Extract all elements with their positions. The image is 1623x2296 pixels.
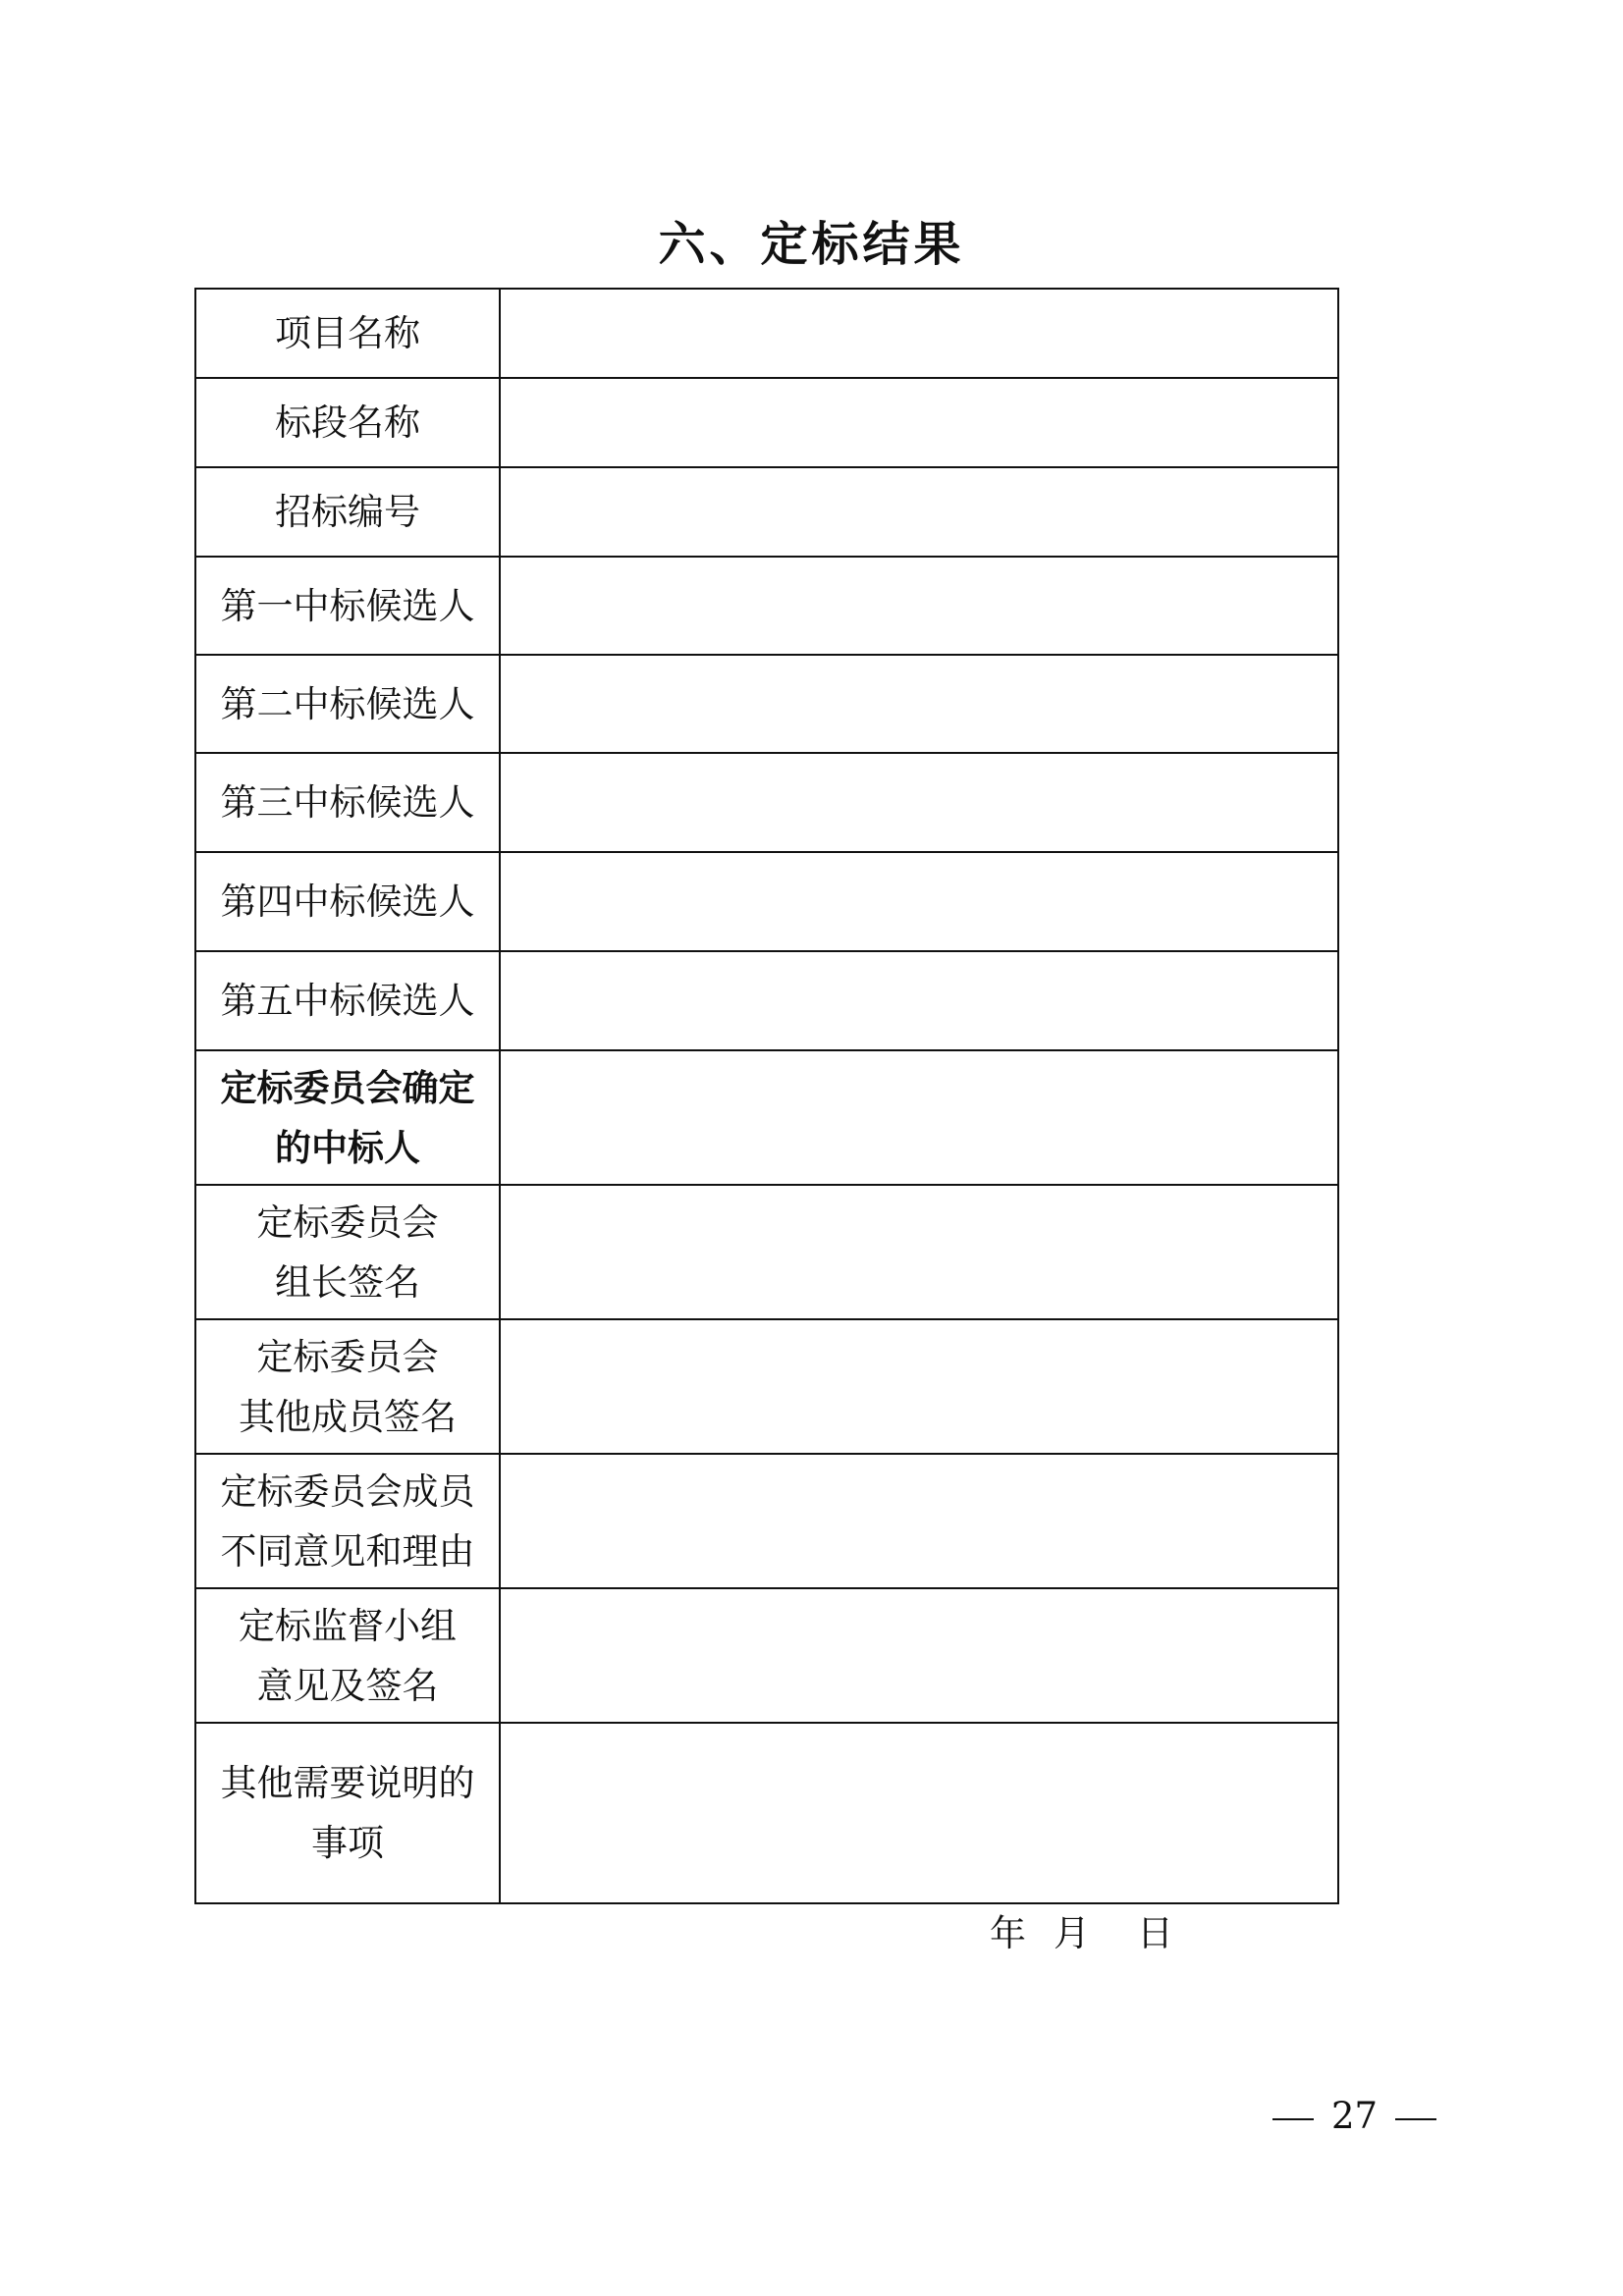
table-row (195, 1185, 1338, 1319)
page-title: 六、定标结果 (658, 217, 965, 272)
row-value-tender-number[interactable] (500, 467, 1338, 557)
row-value-supervision-opinion[interactable] (500, 1588, 1338, 1723)
label-line: 第四中标候选人 (220, 881, 475, 923)
row-label-candidate-1 (195, 557, 500, 655)
label-line: 定标委员会确定 (220, 1066, 475, 1109)
page-number (1272, 2092, 1436, 2141)
label-line: 第三中标候选人 (220, 781, 475, 824)
label-line: 其他需要说明的 (220, 1762, 475, 1804)
page-number-dash-left (1272, 2118, 1314, 2120)
label-line: 的中标人 (275, 1126, 420, 1169)
row-value-leader-signature[interactable] (500, 1185, 1338, 1319)
row-value-project-name[interactable] (500, 289, 1338, 378)
row-label-section-name (195, 378, 500, 467)
label-line: 第一中标候选人 (220, 584, 475, 627)
row-value-candidate-2[interactable] (500, 655, 1338, 753)
table-row (195, 467, 1338, 557)
date-day-label: 日 (1137, 1912, 1173, 1954)
row-value-winning-bidder[interactable] (500, 1050, 1338, 1185)
table-row (195, 655, 1338, 753)
table-row (195, 289, 1338, 378)
table-row (195, 852, 1338, 951)
row-label-winning-bidder (195, 1050, 500, 1185)
row-label-dissenting-opinions (195, 1454, 500, 1588)
table-row (195, 557, 1338, 655)
row-label-candidate-3 (195, 753, 500, 852)
row-value-section-name[interactable] (500, 378, 1338, 467)
page-number-value: 27 (1331, 2095, 1379, 2137)
row-label-supervision-opinion (195, 1588, 500, 1723)
row-label-candidate-2 (195, 655, 500, 753)
label-line: 第五中标候选人 (220, 980, 475, 1022)
label-line: 事项 (311, 1822, 384, 1864)
row-value-member-signatures[interactable] (500, 1319, 1338, 1454)
row-value-candidate-5[interactable] (500, 951, 1338, 1050)
row-label-leader-signature (195, 1185, 500, 1319)
row-label-candidate-4 (195, 852, 500, 951)
row-label-candidate-5 (195, 951, 500, 1050)
row-value-candidate-3[interactable] (500, 753, 1338, 852)
row-value-dissenting-opinions[interactable] (500, 1454, 1338, 1588)
row-value-candidate-1[interactable] (500, 557, 1338, 655)
row-value-candidate-4[interactable] (500, 852, 1338, 951)
row-value-other-matters[interactable] (500, 1723, 1338, 1903)
table-row (195, 378, 1338, 467)
label-line: 不同意见和理由 (220, 1529, 475, 1573)
table-row (195, 951, 1338, 1050)
label-line: 定标委员会 (256, 1201, 439, 1244)
row-label-member-signatures (195, 1319, 500, 1454)
table-row (195, 753, 1338, 852)
label-line: 项目名称 (275, 312, 420, 354)
label-line: 定标委员会成员 (220, 1469, 475, 1513)
label-line: 定标监督小组 (239, 1604, 457, 1647)
table-row (195, 1319, 1338, 1454)
label-line: 定标委员会 (256, 1335, 439, 1378)
row-label-project-name (195, 289, 500, 378)
label-line: 招标编号 (275, 491, 420, 533)
table-row (195, 1723, 1338, 1903)
date-month-label: 月 (1054, 1912, 1090, 1954)
date-line (990, 1909, 1173, 1958)
label-line: 组长签名 (275, 1260, 420, 1304)
label-line: 其他成员签名 (239, 1395, 457, 1438)
date-year-label: 年 (990, 1912, 1026, 1954)
page-number-dash-right (1395, 2118, 1436, 2120)
row-label-other-matters (195, 1723, 500, 1903)
row-label-tender-number (195, 467, 500, 557)
table-row (195, 1050, 1338, 1185)
result-table (194, 288, 1339, 1904)
table-row (195, 1588, 1338, 1723)
table-row (195, 1454, 1338, 1588)
label-line: 第二中标候选人 (220, 682, 475, 725)
label-line: 标段名称 (275, 401, 420, 444)
label-line: 意见及签名 (256, 1664, 439, 1707)
